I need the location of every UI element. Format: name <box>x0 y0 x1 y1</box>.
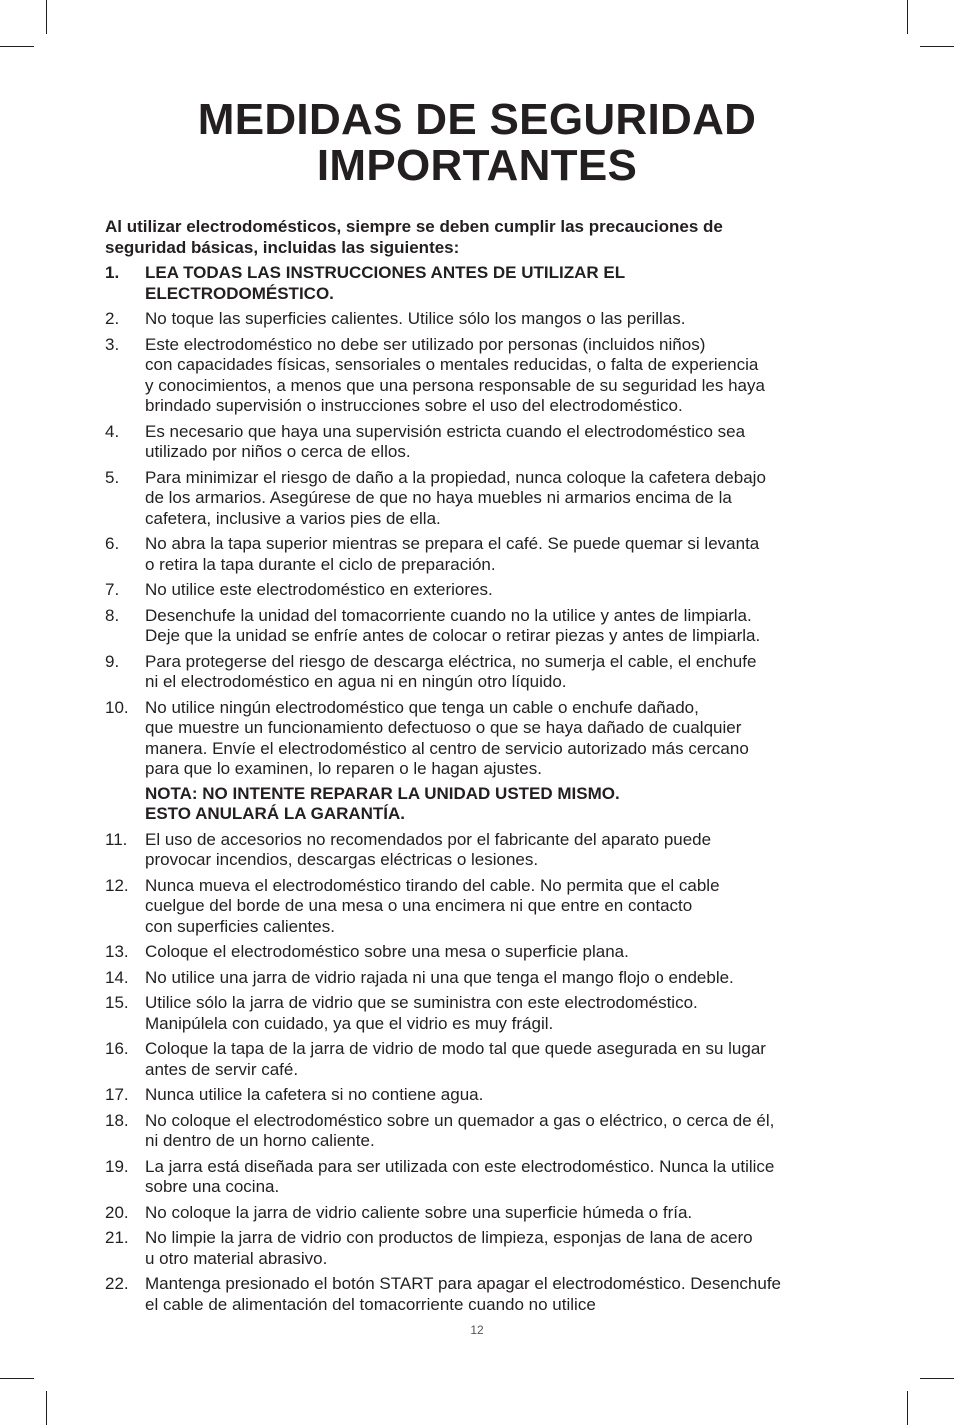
item-text-line: Para protegerse del riesgo de descarga eléctrica, no sumerja el cable, el enchufe <box>145 651 757 671</box>
page-title <box>0 97 954 189</box>
list-item <box>105 698 865 825</box>
list-item <box>105 993 865 1034</box>
list-item <box>105 534 865 575</box>
title-line: MEDIDAS DE SEGURIDAD <box>197 95 757 144</box>
crop-mark <box>907 0 908 34</box>
item-text-line: ni dentro de un horno caliente. <box>145 1131 375 1150</box>
item-text-line: para que lo examinen, lo reparen o le hagan ajustes. <box>145 759 542 778</box>
list-item <box>105 1085 865 1106</box>
crop-mark <box>920 1378 954 1379</box>
item-text-line: que muestre un funcionamiento defectuoso o que se haya dañado de cualquier <box>145 718 742 737</box>
item-text-line: Para minimizar el riesgo de daño a la propiedad, nunca coloque la cafetera debajo <box>145 467 766 487</box>
list-item <box>105 1111 865 1152</box>
item-text-line: el cable de alimentación del tomacorriente cuando no utilice <box>145 1294 596 1314</box>
item-text-line: No toque las superficies calientes. Utilice sólo los mangos o las perillas. <box>145 309 686 328</box>
crop-mark <box>907 1391 908 1425</box>
item-text-line: brindado supervisión o instrucciones sobre el uso del electrodoméstico. <box>145 396 683 415</box>
item-number: 7. <box>105 580 120 599</box>
item-text-line: Coloque la tapa de la jarra de vidrio de modo tal que quede asegurada en su lugar <box>145 1039 766 1058</box>
item-number: 16. <box>105 1039 129 1058</box>
item-number: 18. <box>105 1110 129 1130</box>
crop-mark <box>46 0 47 34</box>
item-text-line: Mantenga presionado el botón START para apagar el electrodoméstico. Desenchufe <box>145 1274 782 1293</box>
item-number: 11. <box>105 829 128 849</box>
list-item <box>105 606 865 647</box>
item-text-line: Manipúlela con cuidado, ya que el vidrio es muy frágil. <box>145 1013 554 1033</box>
item-number: 10. <box>105 697 129 717</box>
list-item <box>105 309 865 330</box>
item-number: 13. <box>105 942 129 961</box>
title-line: IMPORTANTES <box>316 141 638 190</box>
item-text-line: Deje que la unidad se enfríe antes de colocar o retirar piezas y antes de limpiarla. <box>145 626 761 645</box>
item-text-line: La jarra está diseñada para ser utilizada con este electrodoméstico. Nunca la utilice <box>145 1156 775 1176</box>
item-text-line: utilizado por niños o cerca de ellos. <box>145 442 411 461</box>
intro-line: seguridad básicas, incluidas las siguientes: <box>105 237 460 257</box>
item-text-line: provocar incendios, descargas eléctricas o lesiones. <box>145 850 539 869</box>
safety-content <box>105 217 865 1320</box>
item-number: 14. <box>105 967 129 987</box>
list-item <box>105 422 865 463</box>
item-number: 15. <box>105 993 129 1012</box>
note-line: ESTO ANULARÁ LA GARANTÍA. <box>145 804 406 823</box>
list-item <box>105 968 865 989</box>
list-item <box>105 876 865 938</box>
item-text-line: o retira la tapa durante el ciclo de preparación. <box>145 554 496 574</box>
item-number: 5. <box>105 467 120 487</box>
item-text-line: ni el electrodoméstico en agua ni en ningún otro líquido. <box>145 672 567 691</box>
item-text-line: No coloque el electrodoméstico sobre un quemador a gas o eléctrico, o cerca de él, <box>145 1110 775 1130</box>
item-number: 12. <box>105 875 129 895</box>
item-text-line: sobre una cocina. <box>145 1177 280 1196</box>
list-item <box>105 580 865 601</box>
item-text-line: manera. Envíe el electrodoméstico al centro de servicio autorizado más cercano <box>145 738 749 758</box>
item-text-line: ELECTRODOMÉSTICO. <box>145 283 334 303</box>
crop-mark <box>46 1391 47 1425</box>
item-number: 19. <box>105 1156 129 1176</box>
item-number: 20. <box>105 1202 129 1222</box>
item-text-line: de los armarios. Asegúrese de que no haya muebles ni armarios encima de la <box>145 488 732 507</box>
item-text-line: Coloque el electrodoméstico sobre una mesa o superficie plana. <box>145 942 629 961</box>
item-text-line: Desenchufe la unidad del tomacorriente cuando no la utilice y antes de limpiarla. <box>145 605 752 625</box>
list-item <box>105 263 865 304</box>
item-number: 21. <box>105 1228 129 1247</box>
item-text-line: Este electrodoméstico no debe ser utilizado por personas (incluidos niños) <box>145 334 706 354</box>
item-number: 22. <box>105 1274 129 1293</box>
item-text-line: El uso de accesorios no recomendados por el fabricante del aparato puede <box>145 829 712 849</box>
list-item <box>105 1157 865 1198</box>
list-item <box>105 830 865 871</box>
item-text-line: Es necesario que haya una supervisión estricta cuando el electrodoméstico sea <box>145 421 746 441</box>
item-number: 4. <box>105 421 120 441</box>
item-number: 8. <box>105 605 120 625</box>
item-text-line: con superficies calientes. <box>145 916 335 936</box>
item-text-line: y conocimientos, a menos que una persona responsable de su seguridad les haya <box>145 375 765 395</box>
list-item <box>105 1203 865 1224</box>
list-item <box>105 652 865 693</box>
safety-list <box>105 263 865 1315</box>
list-item <box>105 335 865 417</box>
note-line: NOTA: NO INTENTE REPARAR LA UNIDAD USTED MISMO. <box>145 783 620 803</box>
item-number: 3. <box>105 334 120 354</box>
list-item <box>105 1274 865 1315</box>
page-number: 12 <box>470 1323 484 1337</box>
item-text-line: No utilice este electrodoméstico en exteriores. <box>145 580 493 599</box>
crop-mark <box>0 46 34 47</box>
item-text-line: No abra la tapa superior mientras se prepara el café. Se puede quemar si levanta <box>145 534 760 553</box>
item-number: 9. <box>105 651 120 671</box>
item-text-line: No utilice ningún electrodoméstico que tenga un cable o enchufe dañado, <box>145 697 699 717</box>
list-item <box>105 1039 865 1080</box>
crop-mark <box>920 46 954 47</box>
item-text-line: No utilice una jarra de vidrio rajada ni una que tenga el mango flojo o endeble. <box>145 967 734 987</box>
item-text-line: u otro material abrasivo. <box>145 1248 328 1268</box>
item-number: 6. <box>105 534 120 553</box>
item-text-line: cuelgue del borde de una mesa o una encimera ni que entre en contacto <box>145 896 693 915</box>
item-number: 1. <box>105 263 120 282</box>
item-text-line: Utilice sólo la jarra de vidrio que se suministra con este electrodoméstico. <box>145 993 698 1012</box>
warranty-note <box>145 784 865 825</box>
item-text-line: LEA TODAS LAS INSTRUCCIONES ANTES DE UTILIZAR EL <box>145 263 626 282</box>
item-text-line: antes de servir café. <box>145 1059 299 1079</box>
item-text-line: con capacidades físicas, sensoriales o mentales reducidas, o falta de experiencia <box>145 355 759 374</box>
item-text-line: No coloque la jarra de vidrio caliente sobre una superficie húmeda o fría. <box>145 1202 693 1222</box>
intro-line: Al utilizar electrodomésticos, siempre se deben cumplir las precauciones de <box>105 217 723 236</box>
item-text-line: Nunca utilice la cafetera si no contiene agua. <box>145 1085 484 1104</box>
item-text-line: cafetera, inclusive a varios pies de ella. <box>145 508 441 528</box>
item-number: 2. <box>105 309 120 328</box>
item-number: 17. <box>105 1085 129 1104</box>
crop-mark <box>0 1378 34 1379</box>
item-text-line: Nunca mueva el electrodoméstico tirando del cable. No permita que el cable <box>145 875 720 895</box>
list-item <box>105 942 865 963</box>
list-item <box>105 1228 865 1269</box>
item-text-line: No limpie la jarra de vidrio con productos de limpieza, esponjas de lana de acero <box>145 1228 753 1247</box>
list-item <box>105 468 865 530</box>
intro-paragraph <box>105 217 865 258</box>
